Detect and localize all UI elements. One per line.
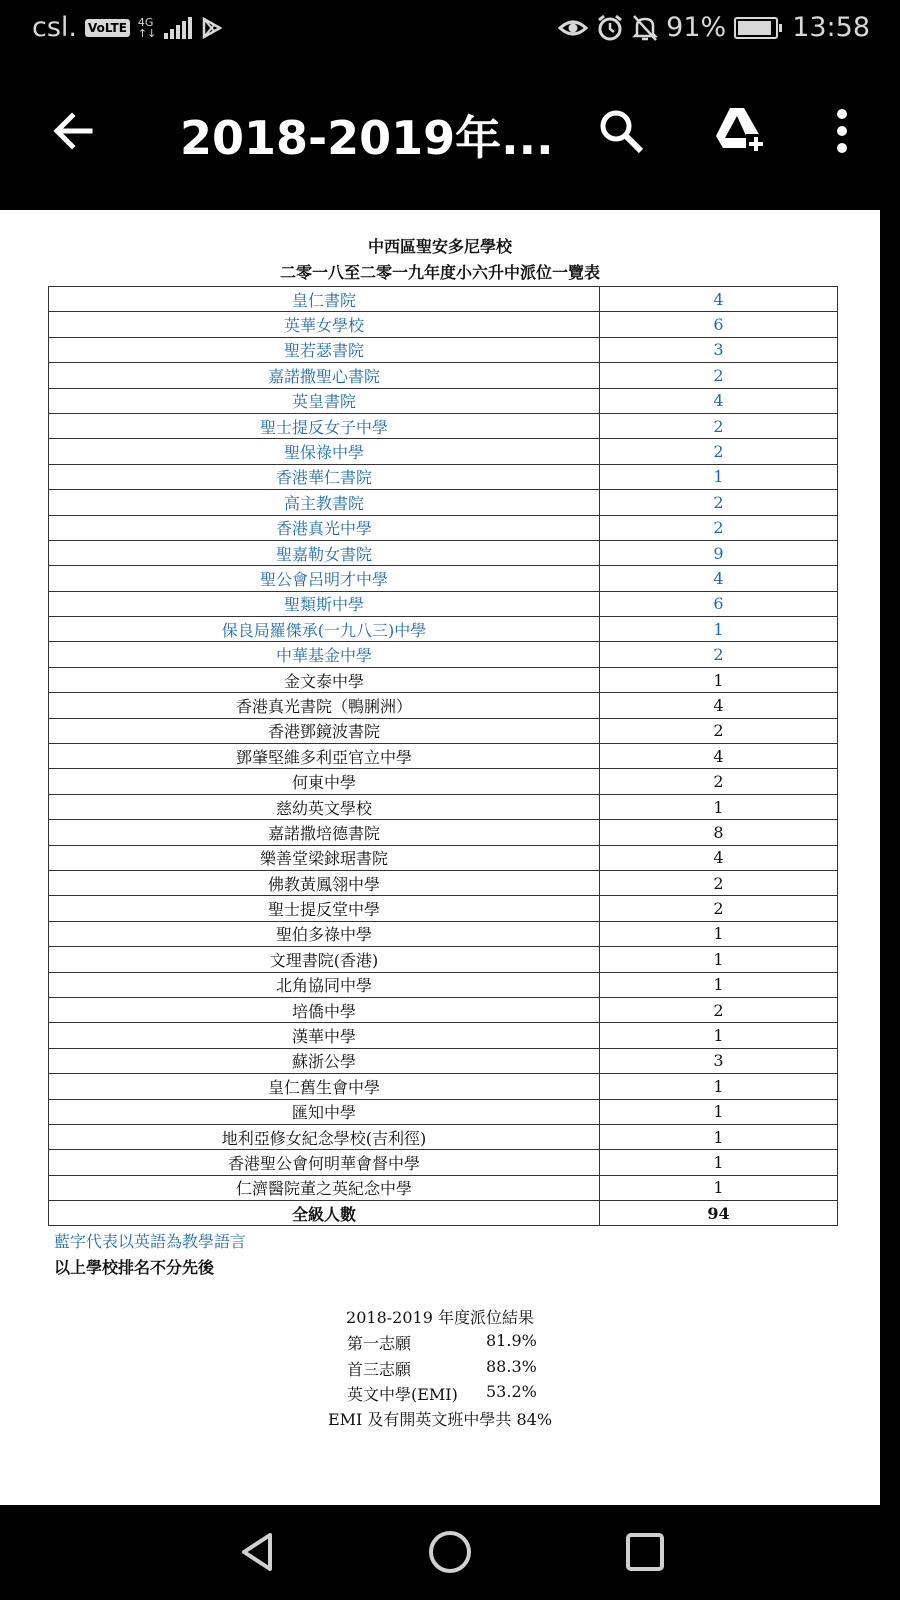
count-cell: 2	[600, 769, 838, 794]
table-row	[49, 312, 838, 337]
table-row	[49, 464, 838, 489]
table-row	[49, 287, 838, 312]
result-row: 首三志願 88.3%	[347, 1357, 537, 1379]
table-row	[49, 769, 838, 794]
school-name-cell: 佛教黃鳳翎中學	[49, 870, 600, 895]
battery-percent: 91%	[666, 12, 727, 43]
total-label-cell: 全級人數	[49, 1201, 600, 1226]
table-row	[49, 794, 838, 819]
school-name-cell: 聖若瑟書院	[49, 337, 600, 362]
table-row	[49, 591, 838, 616]
table-row	[49, 972, 838, 997]
count-cell: 8	[600, 820, 838, 845]
count-cell: 3	[600, 1048, 838, 1073]
carrier-label: csl.	[32, 12, 77, 43]
school-name-cell: 香港真光中學	[49, 515, 600, 540]
result-row: 第一志願 81.9%	[347, 1331, 537, 1353]
school-name-cell: 皇仁書院	[49, 287, 600, 312]
table-row	[49, 921, 838, 946]
school-name-cell: 鄧肇堅維多利亞官立中學	[49, 744, 600, 769]
school-name-cell: 聖士提反堂中學	[49, 896, 600, 921]
school-name-cell: 聖士提反女子中學	[49, 413, 600, 438]
count-cell: 2	[600, 642, 838, 667]
count-cell: 9	[600, 540, 838, 565]
school-name-cell: 聖公會呂明才中學	[49, 566, 600, 591]
count-cell: 2	[600, 896, 838, 921]
note-order: 以上學校排名不分先後	[54, 1258, 215, 1277]
table-row	[49, 744, 838, 769]
count-cell: 1	[600, 972, 838, 997]
school-name-cell: 皇仁舊生會中學	[49, 1074, 600, 1099]
count-cell: 2	[600, 439, 838, 464]
table-row	[49, 540, 838, 565]
table-row	[49, 1048, 838, 1073]
school-name-cell: 聖類斯中學	[49, 591, 600, 616]
status-right	[558, 12, 870, 43]
count-cell: 1	[600, 1023, 838, 1048]
count-cell: 2	[600, 870, 838, 895]
count-cell: 1	[600, 1150, 838, 1175]
results-title: 2018-2019 年度派位結果	[346, 1308, 534, 1327]
school-name-cell: 北角協同中學	[49, 972, 600, 997]
nav-recents-icon[interactable]	[620, 1527, 670, 1577]
school-name-cell: 英皇書院	[49, 388, 600, 413]
table-row	[49, 870, 838, 895]
school-name-cell: 慈幼英文學校	[49, 794, 600, 819]
count-cell: 4	[600, 287, 838, 312]
school-name-cell: 蘇浙公學	[49, 1048, 600, 1073]
school-name-cell: 金文泰中學	[49, 667, 600, 692]
school-name-cell: 聖嘉勒女書院	[49, 540, 600, 565]
table-row	[49, 896, 838, 921]
count-cell: 1	[600, 1074, 838, 1099]
table-row	[49, 1099, 838, 1124]
table-row	[49, 515, 838, 540]
table-row	[49, 617, 838, 642]
alarm-icon	[596, 14, 624, 42]
school-name-cell: 匯知中學	[49, 1099, 600, 1124]
result-row: 英文中學(EMI) 53.2%	[347, 1382, 537, 1404]
count-cell: 2	[600, 718, 838, 743]
school-name-cell: 香港華仁書院	[49, 464, 600, 489]
school-name-cell: 嘉諾撒聖心書院	[49, 363, 600, 388]
school-name-cell: 何東中學	[49, 769, 600, 794]
school-name: 中西區聖安多尼學校	[367, 237, 512, 256]
search-icon[interactable]	[596, 106, 646, 156]
volte-badge: VoLTE	[85, 19, 130, 37]
table-row	[49, 667, 838, 692]
navigation-bar	[0, 1505, 900, 1600]
count-cell: 1	[600, 947, 838, 972]
school-name-cell: 樂善堂梁銶琚書院	[49, 845, 600, 870]
page-edge	[880, 210, 900, 1505]
table-row	[49, 1023, 838, 1048]
results-emi-summary: EMI 及有開英文班中學共 84%	[327, 1410, 553, 1429]
count-cell: 1	[600, 1124, 838, 1149]
school-name-cell: 香港鄧鏡波書院	[49, 718, 600, 743]
back-arrow-icon[interactable]	[48, 106, 98, 156]
count-cell: 2	[600, 515, 838, 540]
count-cell: 1	[600, 1175, 838, 1200]
count-cell: 4	[600, 693, 838, 718]
table-row	[49, 718, 838, 743]
count-cell: 1	[600, 1099, 838, 1124]
document-title: 2018-2019年...	[180, 111, 554, 165]
table-row	[49, 1124, 838, 1149]
school-name-cell: 聖保祿中學	[49, 439, 600, 464]
table-row	[49, 845, 838, 870]
table-row	[49, 1150, 838, 1175]
table-row	[49, 337, 838, 362]
school-name-cell: 聖伯多祿中學	[49, 921, 600, 946]
count-cell: 2	[600, 997, 838, 1022]
school-name-cell: 英華女學校	[49, 312, 600, 337]
school-name-cell: 高主教書院	[49, 490, 600, 515]
notifications-off-icon	[632, 14, 658, 42]
eye-icon	[558, 16, 588, 40]
table-row	[49, 642, 838, 667]
table-row	[49, 388, 838, 413]
nav-home-icon[interactable]	[425, 1527, 475, 1577]
total-row	[49, 1201, 838, 1226]
table-row	[49, 1074, 838, 1099]
app-bar	[0, 62, 900, 210]
total-count-cell: 94	[600, 1201, 838, 1226]
table-row	[49, 947, 838, 972]
school-name-cell: 漢華中學	[49, 1023, 600, 1048]
count-cell: 4	[600, 845, 838, 870]
status-left	[32, 12, 224, 43]
document-page[interactable]	[0, 210, 880, 1505]
drive-add-icon[interactable]	[710, 104, 766, 156]
school-name-cell: 香港真光書院（鴨脷洲）	[49, 693, 600, 718]
play-store-icon	[200, 16, 224, 40]
document-subtitle: 二零一八至二零一九年度小六升中派位一覽表	[279, 263, 600, 282]
count-cell: 2	[600, 413, 838, 438]
battery-icon	[734, 17, 778, 39]
network-type: 4G ↑↓	[137, 15, 157, 40]
clock: 13:58	[792, 12, 870, 43]
note-emi: 藍字代表以英語為教學語言	[54, 1232, 247, 1251]
count-cell: 1	[600, 794, 838, 819]
school-name-cell: 文理書院(香港)	[49, 947, 600, 972]
allocation-table	[48, 286, 838, 1226]
count-cell: 1	[600, 464, 838, 489]
table-row	[49, 1175, 838, 1200]
school-name-cell: 中華基金中學	[49, 642, 600, 667]
table-row	[49, 439, 838, 464]
table-row	[49, 363, 838, 388]
table-row	[49, 490, 838, 515]
count-cell: 2	[600, 490, 838, 515]
school-name-cell: 仁濟醫院董之英紀念中學	[49, 1175, 600, 1200]
school-name-cell: 保良局羅傑承(一九八三)中學	[49, 617, 600, 642]
count-cell: 1	[600, 667, 838, 692]
nav-back-icon[interactable]	[232, 1527, 282, 1577]
school-name-cell: 香港聖公會何明華會督中學	[49, 1150, 600, 1175]
count-cell: 3	[600, 337, 838, 362]
table-row	[49, 413, 838, 438]
count-cell: 2	[600, 363, 838, 388]
count-cell: 4	[600, 744, 838, 769]
count-cell: 1	[600, 921, 838, 946]
status-bar	[0, 0, 900, 62]
signal-icon	[164, 17, 192, 39]
table-row	[49, 997, 838, 1022]
count-cell: 1	[600, 617, 838, 642]
count-cell: 6	[600, 312, 838, 337]
count-cell: 4	[600, 566, 838, 591]
count-cell: 6	[600, 591, 838, 616]
table-row	[49, 820, 838, 845]
school-name-cell: 嘉諾撒培德書院	[49, 820, 600, 845]
school-name-cell: 地利亞修女紀念學校(吉利徑)	[49, 1124, 600, 1149]
count-cell: 4	[600, 388, 838, 413]
more-vert-icon[interactable]	[830, 106, 854, 156]
school-name-cell: 培僑中學	[49, 997, 600, 1022]
table-row	[49, 693, 838, 718]
table-row	[49, 566, 838, 591]
